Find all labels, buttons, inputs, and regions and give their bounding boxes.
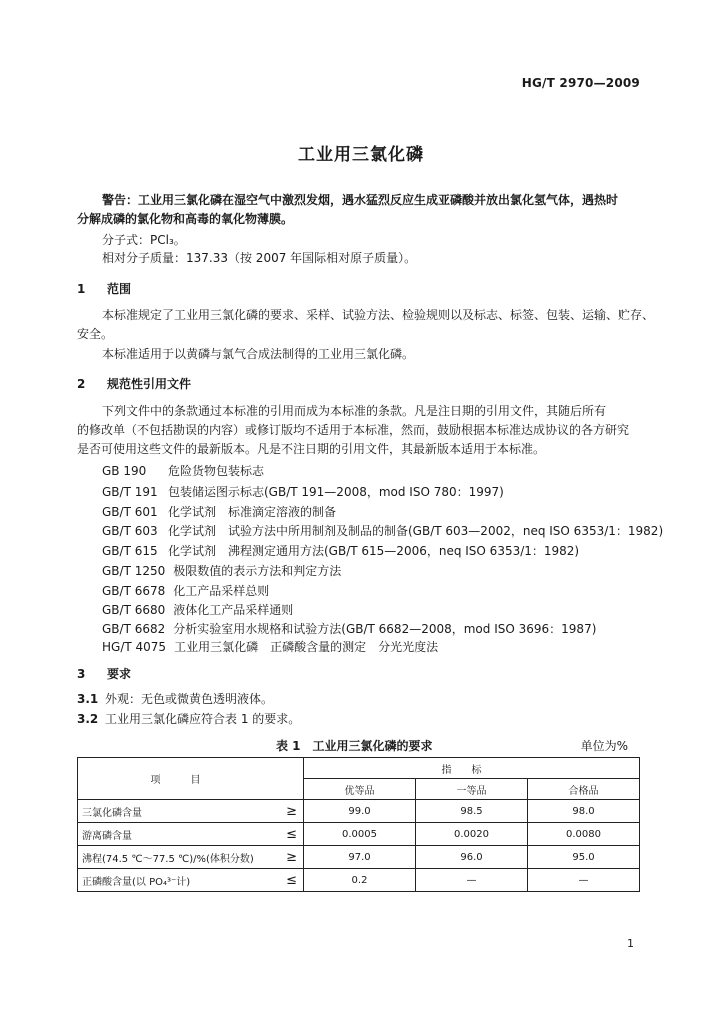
section-2-heading bbox=[77, 375, 191, 392]
item-column-header: 项目 bbox=[78, 758, 304, 800]
reference-code: GB 190 bbox=[102, 464, 147, 478]
reference-title: 工业用三氯化磷 正磷酸含量的测定 分光光度法 bbox=[174, 640, 439, 654]
section-1-para-1-line-2: 安全。 bbox=[77, 327, 114, 341]
reference-title: 化学试剂 试验方法中所用制剂及制品的制备(GB/T 603—2002，neq ISO 6353/1：1982) bbox=[168, 524, 664, 538]
section-1-heading bbox=[77, 280, 131, 297]
clause-3-2-text: 工业用三氯化磷应符合表 1 的要求。 bbox=[105, 712, 301, 726]
reference-item bbox=[102, 638, 438, 655]
reference-title: 极限数值的表示方法和判定方法 bbox=[173, 564, 342, 578]
reference-item bbox=[102, 462, 264, 479]
row-operator: ≥ bbox=[278, 846, 304, 869]
section-2-title: 规范性引用文件 bbox=[107, 377, 192, 391]
row-value: 99.0 bbox=[304, 800, 416, 823]
table-unit: 单位为% bbox=[580, 739, 628, 753]
warning-line-1: 警告：工业用三氯化磷在湿空气中激烈发烟，遇水猛烈反应生成亚磷酸并放出氯化氢气体，遇热时 bbox=[102, 193, 619, 207]
grade-header: 一等品 bbox=[416, 779, 528, 800]
row-value: 95.0 bbox=[528, 846, 640, 869]
table-row bbox=[78, 846, 640, 869]
row-value: 98.5 bbox=[416, 800, 528, 823]
row-value: 0.2 bbox=[304, 869, 416, 892]
row-label: 正磷酸含量(以 PO₄³⁻计) bbox=[78, 869, 278, 892]
table-row bbox=[78, 869, 640, 892]
table-header-row bbox=[78, 758, 640, 779]
section-2-para-line-1: 下列文件中的条款通过本标准的引用而成为本标准的条款。凡是注日期的引用文件，其随后所有 bbox=[102, 404, 607, 418]
reference-code: GB/T 1250 bbox=[102, 564, 166, 578]
table-row bbox=[78, 823, 640, 846]
row-operator: ≤ bbox=[278, 823, 304, 846]
grade-header: 合格品 bbox=[528, 779, 640, 800]
row-value: 0.0020 bbox=[416, 823, 528, 846]
molecular-formula: 分子式：PCl₃。 bbox=[102, 233, 186, 247]
clause-3-2 bbox=[77, 709, 300, 729]
row-label: 沸程(74.5 ℃～77.5 ℃)/%(体积分数) bbox=[78, 846, 278, 869]
row-value: 97.0 bbox=[304, 846, 416, 869]
reference-code: GB/T 6682 bbox=[102, 622, 166, 636]
grade-header: 优等品 bbox=[304, 779, 416, 800]
section-1-number: 1 bbox=[77, 282, 86, 296]
row-operator: ≥ bbox=[278, 800, 304, 823]
reference-code: GB/T 191 bbox=[102, 485, 158, 499]
reference-title: 危险货物包装标志 bbox=[168, 464, 265, 478]
molecular-mass: 相对分子质量：137.33（按 2007 年国际相对原子质量）。 bbox=[102, 251, 417, 265]
reference-title: 液体化工产品采样通则 bbox=[173, 603, 294, 617]
reference-title: 化学试剂 沸程测定通用方法(GB/T 615—2006，neq ISO 6353/1：1982) bbox=[168, 544, 580, 558]
reference-item bbox=[102, 542, 579, 559]
section-2-para-line-3: 是否可使用这些文件的最新版本。凡是不注日期的引用文件，其最新版本适用于本标准。 bbox=[77, 442, 546, 456]
section-3-number: 3 bbox=[77, 667, 86, 681]
table-row bbox=[78, 800, 640, 823]
reference-title: 化工产品采样总则 bbox=[173, 584, 270, 598]
section-3-heading bbox=[77, 665, 131, 682]
row-operator: ≤ bbox=[278, 869, 304, 892]
reference-item bbox=[102, 522, 663, 539]
reference-title: 分析实验室用水规格和试验方法(GB/T 6682—2008，mod ISO 3696：1987) bbox=[173, 622, 597, 636]
reference-code: GB/T 6680 bbox=[102, 603, 166, 617]
section-3-title: 要求 bbox=[107, 667, 132, 681]
row-value: 98.0 bbox=[528, 800, 640, 823]
reference-code: GB/T 601 bbox=[102, 505, 158, 519]
reference-item bbox=[102, 620, 596, 637]
reference-item bbox=[102, 562, 341, 579]
row-value: 0.0080 bbox=[528, 823, 640, 846]
section-2-number: 2 bbox=[77, 377, 86, 391]
clause-3-1-number: 3.1 bbox=[77, 692, 99, 706]
section-2-para-line-2: 的修改单（不包括勘误的内容）或修订版均不适用于本标准，然而，鼓励根据本标准达成协议的各方研究 bbox=[77, 423, 630, 437]
reference-item bbox=[102, 503, 336, 520]
table-caption: 表 1 工业用三氯化磷的要求 bbox=[276, 739, 433, 753]
standard-code: HG/T 2970—2009 bbox=[521, 76, 640, 90]
requirements-table bbox=[77, 757, 640, 892]
warning-line-2: 分解成磷的氯化物和高毒的氧化物薄膜。 bbox=[77, 212, 294, 226]
section-1-para-2: 本标准适用于以黄磷与氯气合成法制得的工业用三氯化磷。 bbox=[102, 347, 415, 361]
reference-code: GB/T 603 bbox=[102, 524, 158, 538]
reference-title: 化学试剂 标准滴定溶液的制备 bbox=[168, 505, 337, 519]
row-value: 96.0 bbox=[416, 846, 528, 869]
reference-code: HG/T 4075 bbox=[102, 640, 167, 654]
row-value: 0.0005 bbox=[304, 823, 416, 846]
page-number: 1 bbox=[627, 937, 634, 950]
reference-item bbox=[102, 582, 269, 599]
section-1-para-1-line-1: 本标准规定了工业用三氯化磷的要求、采样、试验方法、检验规则以及标志、标签、包装、运输、贮存、 bbox=[102, 308, 655, 322]
clause-3-1 bbox=[77, 689, 273, 709]
reference-item bbox=[102, 483, 504, 500]
document-title: 工业用三氯化磷 bbox=[298, 145, 424, 165]
reference-item bbox=[102, 601, 293, 618]
reference-title: 包装储运图示标志(GB/T 191—2008，mod ISO 780：1997) bbox=[168, 485, 504, 499]
clause-3-1-text: 外观：无色或微黄色透明液体。 bbox=[105, 692, 274, 706]
row-value: — bbox=[416, 869, 528, 892]
reference-code: GB/T 6678 bbox=[102, 584, 166, 598]
reference-code: GB/T 615 bbox=[102, 544, 158, 558]
clause-3-2-number: 3.2 bbox=[77, 712, 99, 726]
row-label: 游离磷含量 bbox=[78, 823, 278, 846]
section-1-title: 范围 bbox=[107, 282, 132, 296]
row-label: 三氯化磷含量 bbox=[78, 800, 278, 823]
row-value: — bbox=[528, 869, 640, 892]
index-column-header: 指标 bbox=[304, 758, 640, 779]
